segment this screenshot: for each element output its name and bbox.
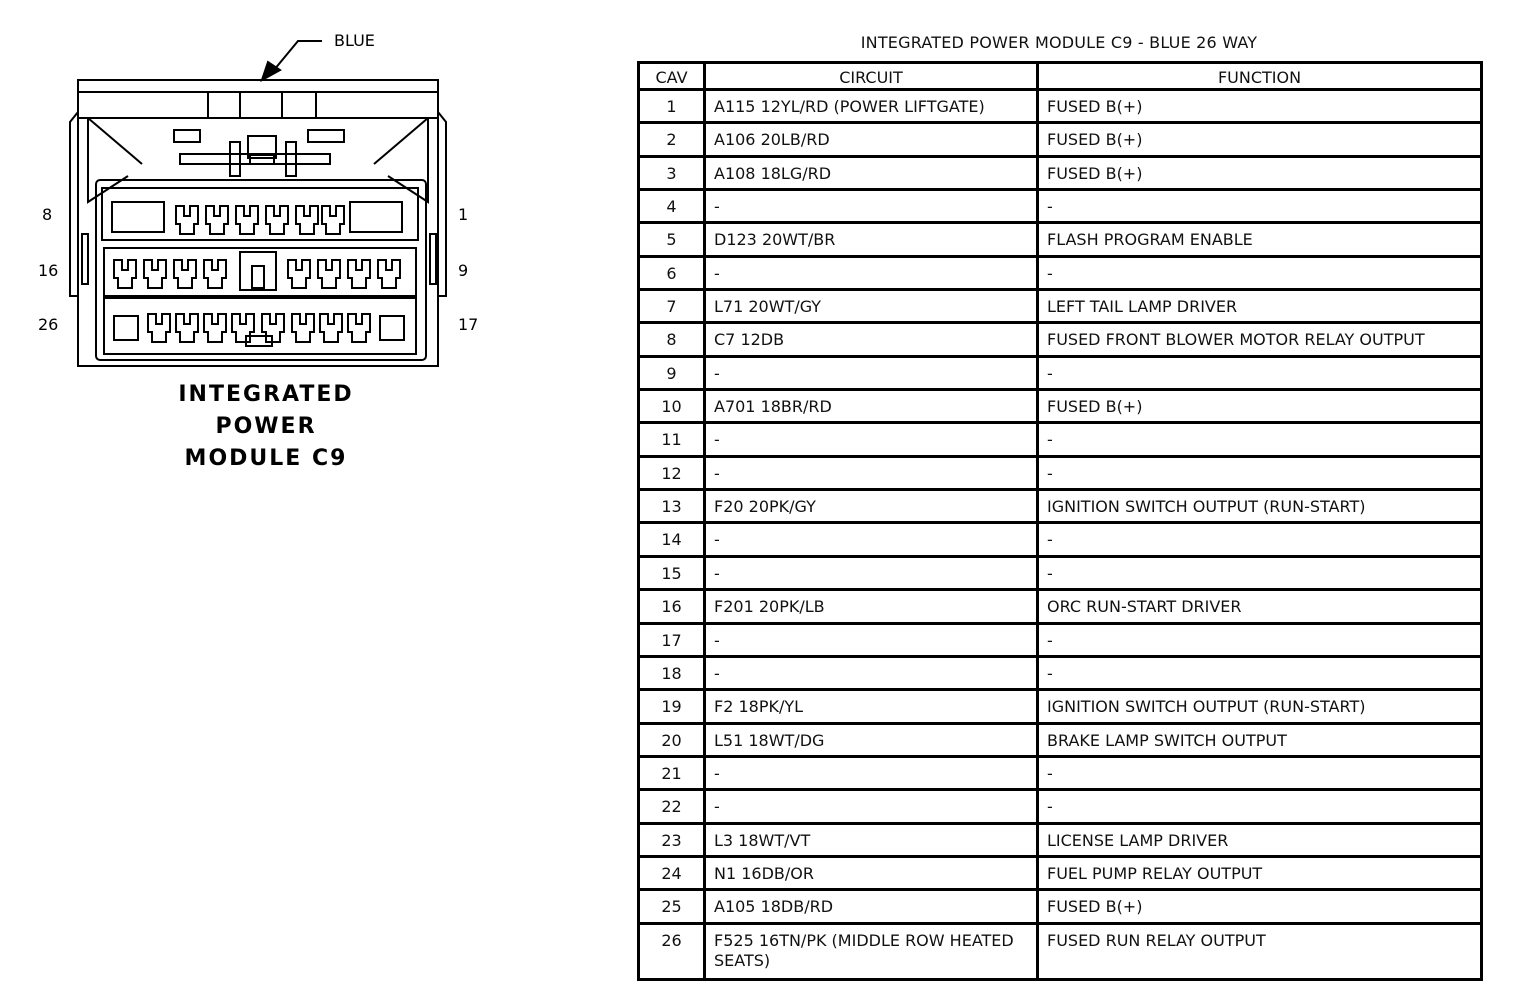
circuit-cell: - bbox=[705, 556, 1038, 589]
cav-cell: 6 bbox=[639, 256, 705, 289]
function-cell: - bbox=[1038, 256, 1482, 289]
cav-cell: 10 bbox=[639, 390, 705, 423]
circuit-cell: A701 18BR/RD bbox=[705, 390, 1038, 423]
circuit-cell: - bbox=[705, 423, 1038, 456]
circuit-cell: F201 20PK/LB bbox=[705, 590, 1038, 623]
function-cell: - bbox=[1038, 790, 1482, 823]
function-cell: ORC RUN-START DRIVER bbox=[1038, 590, 1482, 623]
function-cell: - bbox=[1038, 523, 1482, 556]
function-cell: - bbox=[1038, 656, 1482, 689]
cav-cell: 21 bbox=[639, 756, 705, 789]
function-cell: FLASH PROGRAM ENABLE bbox=[1038, 223, 1482, 256]
blue-leader-line bbox=[274, 41, 322, 70]
cav-cell: 5 bbox=[639, 223, 705, 256]
circuit-cell: - bbox=[705, 623, 1038, 656]
table-row bbox=[639, 756, 1482, 789]
pin-label-1: 1 bbox=[458, 205, 469, 224]
pin-label-26: 26 bbox=[38, 315, 59, 334]
cav-cell: 22 bbox=[639, 790, 705, 823]
table-row bbox=[639, 290, 1482, 323]
function-cell: FUSED FRONT BLOWER MOTOR RELAY OUTPUT bbox=[1038, 323, 1482, 356]
blue-label: BLUE bbox=[334, 31, 375, 50]
circuit-cell: - bbox=[705, 523, 1038, 556]
cav-cell: 12 bbox=[639, 456, 705, 489]
table-row bbox=[639, 656, 1482, 689]
cav-cell: 20 bbox=[639, 723, 705, 756]
cav-cell: 7 bbox=[639, 290, 705, 323]
cav-cell: 16 bbox=[639, 590, 705, 623]
cav-cell: 2 bbox=[639, 123, 705, 156]
circuit-cell: F20 20PK/GY bbox=[705, 490, 1038, 523]
cav-cell: 1 bbox=[639, 90, 705, 123]
circuit-cell: - bbox=[705, 256, 1038, 289]
cav-cell: 24 bbox=[639, 856, 705, 889]
cav-cell: 19 bbox=[639, 690, 705, 723]
table-row bbox=[639, 456, 1482, 489]
circuit-cell: C7 12DB bbox=[705, 323, 1038, 356]
pin-label-8: 8 bbox=[42, 205, 53, 224]
table-row bbox=[639, 623, 1482, 656]
circuit-cell: F525 16TN/PK (MIDDLE ROW HEATED SEATS) bbox=[705, 923, 1038, 979]
header-function: FUNCTION bbox=[1038, 63, 1482, 90]
cav-cell: 9 bbox=[639, 356, 705, 389]
function-cell: IGNITION SWITCH OUTPUT (RUN-START) bbox=[1038, 490, 1482, 523]
pin-label-16: 16 bbox=[38, 261, 59, 280]
circuit-cell: L51 18WT/DG bbox=[705, 723, 1038, 756]
function-cell: - bbox=[1038, 556, 1482, 589]
table-row bbox=[639, 590, 1482, 623]
cav-cell: 11 bbox=[639, 423, 705, 456]
connector-title-line-3: MODULE C9 bbox=[184, 446, 348, 471]
cav-cell: 18 bbox=[639, 656, 705, 689]
table-row bbox=[639, 556, 1482, 589]
connector-drawing bbox=[30, 24, 500, 484]
circuit-cell: - bbox=[705, 190, 1038, 223]
function-cell: FUSED B(+) bbox=[1038, 890, 1482, 923]
function-cell: IGNITION SWITCH OUTPUT (RUN-START) bbox=[1038, 690, 1482, 723]
table-row bbox=[639, 690, 1482, 723]
table-row bbox=[639, 823, 1482, 856]
circuit-cell: D123 20WT/BR bbox=[705, 223, 1038, 256]
table-row bbox=[639, 423, 1482, 456]
table-row bbox=[639, 90, 1482, 123]
function-cell: FUSED B(+) bbox=[1038, 390, 1482, 423]
circuit-cell: - bbox=[705, 656, 1038, 689]
cav-cell: 3 bbox=[639, 156, 705, 189]
table-row bbox=[639, 323, 1482, 356]
function-cell: FUSED B(+) bbox=[1038, 90, 1482, 123]
table-row bbox=[639, 723, 1482, 756]
cav-cell: 17 bbox=[639, 623, 705, 656]
table-row bbox=[639, 923, 1482, 979]
table-row bbox=[639, 790, 1482, 823]
function-cell: - bbox=[1038, 190, 1482, 223]
pinout-table bbox=[637, 61, 1483, 981]
table-row bbox=[639, 223, 1482, 256]
circuit-cell: A105 18DB/RD bbox=[705, 890, 1038, 923]
function-cell: FUSED B(+) bbox=[1038, 123, 1482, 156]
function-cell: FUSED B(+) bbox=[1038, 156, 1482, 189]
table-row bbox=[639, 490, 1482, 523]
circuit-cell: A108 18LG/RD bbox=[705, 156, 1038, 189]
table-row bbox=[639, 190, 1482, 223]
table-row bbox=[639, 890, 1482, 923]
function-cell: - bbox=[1038, 423, 1482, 456]
table-header-row bbox=[639, 63, 1482, 90]
table-row bbox=[639, 523, 1482, 556]
table-row bbox=[639, 856, 1482, 889]
table-row bbox=[639, 156, 1482, 189]
circuit-cell: - bbox=[705, 790, 1038, 823]
header-cav: CAV bbox=[639, 63, 705, 90]
circuit-cell: - bbox=[705, 356, 1038, 389]
cav-cell: 26 bbox=[639, 923, 705, 979]
circuit-cell: F2 18PK/YL bbox=[705, 690, 1038, 723]
function-cell: BRAKE LAMP SWITCH OUTPUT bbox=[1038, 723, 1482, 756]
circuit-cell: L3 18WT/VT bbox=[705, 823, 1038, 856]
connector-title-line-2: POWER bbox=[215, 414, 317, 439]
cav-cell: 25 bbox=[639, 890, 705, 923]
table-row bbox=[639, 256, 1482, 289]
connector-title-line-1: INTEGRATED bbox=[178, 382, 354, 407]
circuit-cell: L71 20WT/GY bbox=[705, 290, 1038, 323]
circuit-cell: N1 16DB/OR bbox=[705, 856, 1038, 889]
circuit-cell: - bbox=[705, 456, 1038, 489]
header-circuit: CIRCUIT bbox=[705, 63, 1038, 90]
function-cell: FUEL PUMP RELAY OUTPUT bbox=[1038, 856, 1482, 889]
cav-cell: 15 bbox=[639, 556, 705, 589]
function-cell: - bbox=[1038, 623, 1482, 656]
table-title: INTEGRATED POWER MODULE C9 - BLUE 26 WAY bbox=[860, 33, 1258, 52]
cav-cell: 8 bbox=[639, 323, 705, 356]
connector-diagram bbox=[30, 24, 500, 484]
cav-cell: 4 bbox=[639, 190, 705, 223]
table-row bbox=[639, 356, 1482, 389]
function-cell: LICENSE LAMP DRIVER bbox=[1038, 823, 1482, 856]
pin-label-9: 9 bbox=[458, 261, 469, 280]
cav-cell: 14 bbox=[639, 523, 705, 556]
table-row bbox=[639, 390, 1482, 423]
cav-cell: 13 bbox=[639, 490, 705, 523]
function-cell: - bbox=[1038, 456, 1482, 489]
cav-cell: 23 bbox=[639, 823, 705, 856]
table-row bbox=[639, 123, 1482, 156]
circuit-cell: - bbox=[705, 756, 1038, 789]
function-cell: LEFT TAIL LAMP DRIVER bbox=[1038, 290, 1482, 323]
function-cell: FUSED RUN RELAY OUTPUT bbox=[1038, 923, 1482, 979]
circuit-cell: A106 20LB/RD bbox=[705, 123, 1038, 156]
circuit-cell: A115 12YL/RD (POWER LIFTGATE) bbox=[705, 90, 1038, 123]
function-cell: - bbox=[1038, 756, 1482, 789]
pin-label-17: 17 bbox=[458, 315, 479, 334]
function-cell: - bbox=[1038, 356, 1482, 389]
